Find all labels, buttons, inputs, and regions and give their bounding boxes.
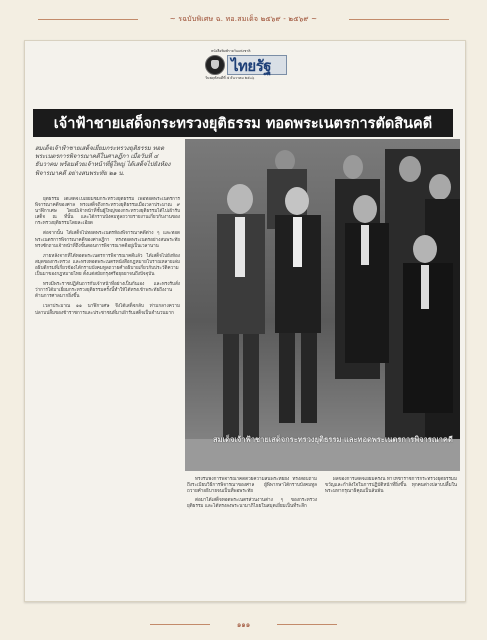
newspaper-masthead <box>201 49 289 83</box>
newspaper-name: ไทยรัฐ <box>231 59 272 75</box>
column-2-paragraph: ต่อมาได้เสด็จทอดพระเนตรส่วนงานต่าง ๆ ของกระทรวงยุติธรรม และได้ทรงลงพระนามาภิไธยในสมุดเยี่ยมเป็นที่ระลึก <box>187 498 317 510</box>
photo-illustration <box>185 139 460 471</box>
article-column-2 <box>187 477 317 595</box>
newspaper-clipping <box>24 40 466 602</box>
column-1-paragraph: ภายหลังจากที่ได้ทอดพระเนตรการพิจารณาคดีแล้ว ได้เสด็จไปยังห้องสมุดของกระทรวง และทรงทอดพระเนตรหนังสือกฎหมายโบราณหลายเล่ม อธิบดีกรมที่เกี่ยวข้องได้กราบบังคมทูลถวายคำอธิบายเกี่ยวกับประวัติความเป็นมาของกฎหมายไทย ตั้งแต่สมัยกรุงศรีอยุธยาจนถึงปัจจุบัน <box>35 253 180 278</box>
page-footer <box>0 620 487 631</box>
article-column-1 <box>35 197 180 599</box>
news-photo <box>185 139 460 471</box>
column-1-paragraph: ทรงมีพระราชปฏิสันถารกับเจ้าหน้าที่อย่างเป็นกันเอง และทรงรับสั่งว่าการได้มาเยี่ยมกระทรวงยุติธรรมครั้งนี้ทำให้ได้ทรงเข้าพระทัยถึงงานด้านการศาลมากยิ่งขึ้น <box>35 282 180 300</box>
masthead-dateline: วันพฤหัสบดีที่ ๕ ธันวาคม ๒๕๐๖ <box>205 76 255 80</box>
page-header <box>0 14 487 25</box>
column-1-paragraph: เวลาประมาณ ๑๑ นาฬิกาเศษ จึงได้เสด็จกลับ ท่ามกลางความปลาบปลื้มของข้าราชการและประชาชนที่มาเฝ้ารับเสด็จเป็นจำนวนมาก <box>35 304 180 316</box>
column-1-paragraph: ต่อจากนั้น ได้เสด็จไปทอดพระเนตรห้องพิจารณาคดีต่าง ๆ และทอดพระเนตรการพิจารณาคดีของศาลฎีกา ทรงทอดพระเนตรอย่างสนพระทัย ทรงซักถามเจ้าหน้าที่ถึงขั้นตอนการพิจารณาคดีอยู่เป็นเวลานาน <box>35 231 180 249</box>
emblem-icon <box>205 55 225 75</box>
column-3-paragraph: ผลของการเสด็จเยี่ยมครั้งนี้ ทำให้ข้าราชการกระทรวงยุติธรรมมีขวัญและกำลังใจในการปฏิบัติหน้าที่ยิ่งขึ้น ทุกคนต่างปลาบปลื้มในพระมหากรุณาธิคุณเป็นล้นพ้น <box>325 477 457 495</box>
column-2-paragraph: ทรงรับฟังการพิจารณาคดีด้วยความสนพระทัยยิ่ง ทรงสอบถามถึงระเบียบวิธีการพิจารณาของศาล ผู้พิพากษาได้กราบบังคมทูลถวายคำอธิบายจนเป็นที่พอพระทัย <box>187 477 317 495</box>
lede-paragraph: สมเด็จเจ้าฟ้าชายเสด็จเยี่ยมกระทรวงยุติธรรม ทอดพระเนตรการพิจารณาคดีในศาลฎีกา เมื่อวันที่ ๔ ธันวาคม พร้อมด้วยเจ้าหน้าที่ผู้ใหญ่ ได้เสด็จไปยังห้องพิจารณาคดี อย่างสนพระทัย ๒๑ น. <box>35 145 171 177</box>
page-header-text: ~ รฉบับพิเศษ ฉ. ทอ.สมเด็จ ๒๕๖๙ - ๒๕๖๙ ~ <box>169 15 318 23</box>
headline-text: เจ้าฟ้าชายเสด็จกระทรวงยุติธรรม ทอดพระเนตรการตัดสินคดี <box>53 115 433 132</box>
headline <box>33 109 453 137</box>
photo-caption: สมเด็จเจ้าฟ้าชายเสด็จกระทรวงยุติธรรม และทอดพระเนตรการพิจารณาคดี <box>213 435 453 444</box>
masthead-tagline: หนังสือพิมพ์รายวันแห่งชาติ <box>211 49 251 53</box>
article-column-3 <box>325 477 457 537</box>
page-number: ๑๑๑ <box>236 621 251 629</box>
column-1-paragraph: ยุติธรรม ได้เสด็จไปเยี่ยมชมกระทรวงยุติธรรม เพื่อทอดพระเนตรการพิจารณาคดีของศาล ทรงเสด็จถึงกระทรวงยุติธรรมเมื่อเวลาประมาณ ๙ นาฬิกาเศษ โดยมีเจ้าหน้าที่ชั้นผู้ใหญ่ของกระทรวงยุติธรรมได้ไปเฝ้ารับเสด็จ ณ ที่นั้น และได้กราบบังคมทูลถวายรายงานเกี่ยวกับงานของกระทรวงยุติธรรมโดยละเอียด <box>35 197 180 227</box>
